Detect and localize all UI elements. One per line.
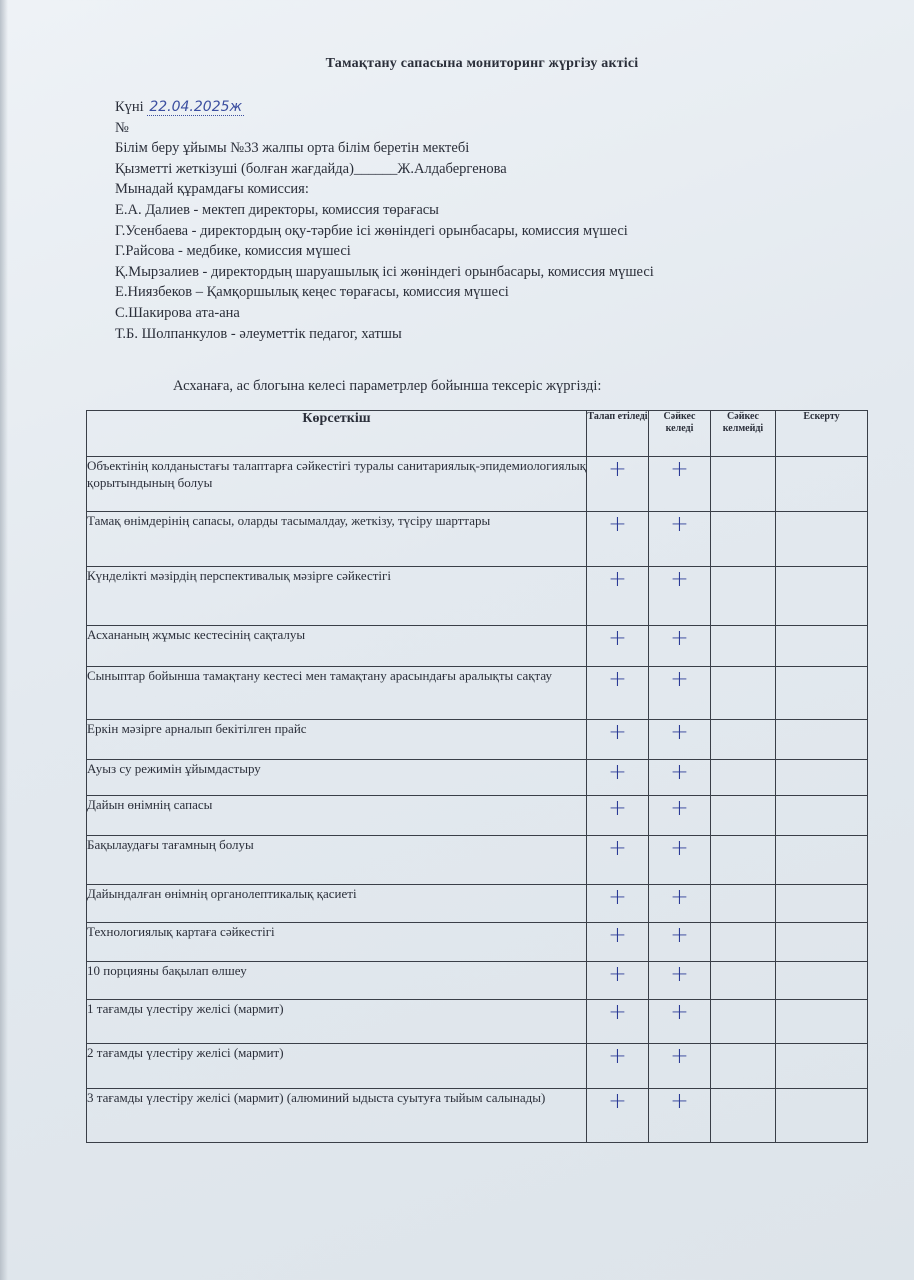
header-not-matches: Сәйкес келмейді — [711, 411, 776, 457]
not-matches-mark — [711, 885, 776, 923]
required-mark: + — [587, 885, 649, 923]
matches-mark: + — [649, 567, 711, 626]
not-matches-mark — [711, 760, 776, 796]
required-mark: + — [587, 1000, 649, 1044]
not-matches-mark — [711, 626, 776, 667]
row-label: Тамақ өнімдерінің сапасы, оларды тасымалдау, жеткізу, түсіру шарттары — [87, 512, 587, 567]
not-matches-mark — [711, 1044, 776, 1089]
not-matches-mark — [711, 923, 776, 962]
header-required: Талап етіледі — [587, 411, 649, 457]
member-line: Г.Райсова - медбике, комиссия мүшесі — [115, 243, 351, 260]
row-label: 10 порцияны бақылап өлшеу — [87, 962, 587, 1000]
required-mark: + — [587, 836, 649, 885]
required-mark: + — [587, 796, 649, 836]
not-matches-mark — [711, 1000, 776, 1044]
table-row — [87, 885, 868, 923]
note-cell — [776, 1000, 868, 1044]
table-row — [87, 512, 868, 567]
row-label: Дайын өнімнің сапасы — [87, 796, 587, 836]
matches-mark: + — [649, 1044, 711, 1089]
date-line — [115, 97, 654, 118]
number-line: № — [115, 119, 129, 136]
member-line: С.Шакирова ата-ана — [115, 304, 240, 321]
matches-mark: + — [649, 512, 711, 567]
matches-mark: + — [649, 962, 711, 1000]
row-label: Күнделікті мәзірдің перспективалық мәзірге сәйкестігі — [87, 567, 587, 626]
row-label: Ауыз су режимін ұйымдастыру — [87, 760, 587, 796]
table-row — [87, 1089, 868, 1143]
inspection-table — [86, 410, 868, 1143]
table-row — [87, 1000, 868, 1044]
not-matches-mark — [711, 567, 776, 626]
matches-mark: + — [649, 626, 711, 667]
table-row — [87, 457, 868, 512]
matches-mark: + — [649, 885, 711, 923]
note-cell — [776, 796, 868, 836]
matches-mark: + — [649, 457, 711, 512]
supplier-line: Қызметті жеткізуші (болған жағдайда)______Ж.Алдабергенова — [115, 160, 507, 177]
member-line: Г.Усенбаева - директордың оқу-тәрбие ісі жөніндегі орынбасары, комиссия мүшесі — [115, 222, 628, 239]
note-cell — [776, 962, 868, 1000]
member-line: Е.А. Далиев - мектеп директоры, комиссия төрағасы — [115, 201, 439, 218]
table-row — [87, 836, 868, 885]
required-mark: + — [587, 720, 649, 760]
required-mark: + — [587, 962, 649, 1000]
table-row — [87, 760, 868, 796]
header-indicator: Көрсеткіш — [87, 411, 587, 457]
note-cell — [776, 1089, 868, 1143]
note-cell — [776, 567, 868, 626]
required-mark: + — [587, 923, 649, 962]
required-mark: + — [587, 760, 649, 796]
row-label: Сыныптар бойынша тамақтану кестесі мен тамақтану арасындағы аралықты сақтау — [87, 667, 587, 720]
note-cell — [776, 760, 868, 796]
row-label: Технологиялық картаға сәйкестігі — [87, 923, 587, 962]
note-cell — [776, 836, 868, 885]
not-matches-mark — [711, 720, 776, 760]
required-mark: + — [587, 667, 649, 720]
note-cell — [776, 1044, 868, 1089]
commission-intro: Мынадай құрамдағы комиссия: — [115, 181, 309, 198]
note-cell — [776, 720, 868, 760]
not-matches-mark — [711, 796, 776, 836]
table-row — [87, 667, 868, 720]
row-label: Асхананың жұмыс кестесінің сақталуы — [87, 626, 587, 667]
row-label: Дайындалған өнімнің органолептикалық қасиеті — [87, 885, 587, 923]
required-mark: + — [587, 626, 649, 667]
date-label: Күні — [115, 99, 144, 115]
table-row — [87, 923, 868, 962]
document-title: Тамақтану сапасына мониторинг жүргізу актісі — [325, 56, 639, 71]
note-cell — [776, 512, 868, 567]
not-matches-mark — [711, 512, 776, 567]
required-mark: + — [587, 512, 649, 567]
required-mark: + — [587, 1044, 649, 1089]
header-matches: Сәйкес келеді — [649, 411, 711, 457]
table-row — [87, 720, 868, 760]
not-matches-mark — [711, 457, 776, 512]
member-line: Қ.Мырзалиев - директордың шаруашылық ісі жөніндегі орынбасары, комиссия мүшесі — [115, 263, 654, 280]
not-matches-mark — [711, 1089, 776, 1143]
table-row — [87, 1044, 868, 1089]
school-line: Білім беру ұйымы №33 жалпы орта білім беретін мектебі — [115, 140, 470, 157]
member-line: Т.Б. Шолпанкулов - әлеуметтік педагог, хатшы — [115, 325, 402, 342]
not-matches-mark — [711, 836, 776, 885]
member-line: Е.Ниязбеков – Қамқоршылық кеңес төрағасы, комиссия мүшесі — [115, 284, 509, 301]
paper-edge-shadow — [0, 0, 8, 1280]
note-cell — [776, 457, 868, 512]
table-header-row — [87, 411, 868, 457]
table-row — [87, 567, 868, 626]
matches-mark: + — [649, 836, 711, 885]
not-matches-mark — [711, 962, 776, 1000]
row-label: Еркін мәзірге арналып бекітілген прайс — [87, 720, 587, 760]
row-label: Объектінің колданыстағы талаптарға сәйкестігі туралы санитариялық-эпидемиологиялық қорытындының болуы — [87, 457, 587, 512]
table-row — [87, 796, 868, 836]
required-mark: + — [587, 1089, 649, 1143]
row-label: 2 тағамды үлестіру желісі (мармит) — [87, 1044, 587, 1089]
inspection-intro: Асханаға, ас блогына келесі параметрлер бойынша тексеріс жүргізді: — [173, 378, 602, 394]
matches-mark: + — [649, 1000, 711, 1044]
note-cell — [776, 667, 868, 720]
date-value: 22.04.2025ж — [149, 99, 243, 115]
table-row — [87, 626, 868, 667]
matches-mark: + — [649, 760, 711, 796]
not-matches-mark — [711, 667, 776, 720]
matches-mark: + — [649, 667, 711, 720]
table-row — [87, 962, 868, 1000]
matches-mark: + — [649, 796, 711, 836]
required-mark: + — [587, 457, 649, 512]
required-mark: + — [587, 567, 649, 626]
row-label: 3 тағамды үлестіру желісі (мармит) (алюминий ыдыста суытуға тыйым салынады) — [87, 1089, 587, 1143]
row-label: Бақылаудағы тағамның болуы — [87, 836, 587, 885]
note-cell — [776, 923, 868, 962]
header-block — [115, 97, 654, 344]
matches-mark: + — [649, 720, 711, 760]
matches-mark: + — [649, 923, 711, 962]
row-label: 1 тағамды үлестіру желісі (мармит) — [87, 1000, 587, 1044]
matches-mark: + — [649, 1089, 711, 1143]
note-cell — [776, 885, 868, 923]
note-cell — [776, 626, 868, 667]
header-note: Ескерту — [776, 411, 868, 457]
